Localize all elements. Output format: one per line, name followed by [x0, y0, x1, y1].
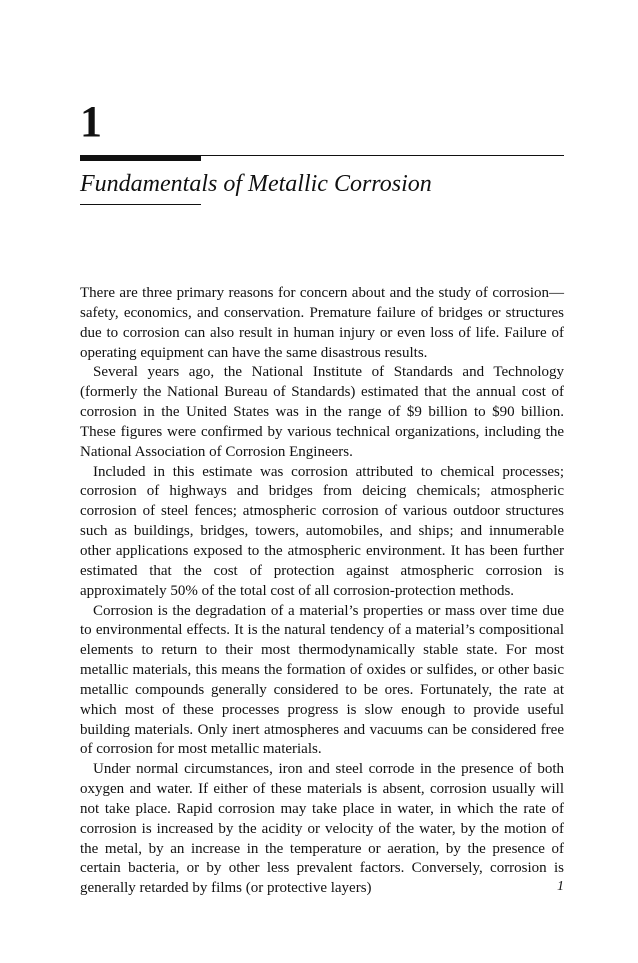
- paragraph: Included in this estimate was corrosion attributed to chemical processes; corrosion of highways and bridges from deicing chemicals; atmospheric corrosion of steel fences; atmospheric corrosion of various outdoor structures such as buildings, bridges, towers, automobiles, and ships; and innumerable other applications exposed to the atmospheric environment. It has been further estimated that the cost of protection against atmospheric corrosion is approximately 50% of the total cost of all corrosion-protection methods.: [80, 463, 564, 599]
- title-underline-rule: [80, 204, 201, 205]
- chapter-rule-thick: [80, 155, 201, 161]
- paragraph: Under normal circumstances, iron and steel corrode in the presence of both oxygen and water. If either of these materials is absent, corrosion usually will not take place. Rapid corrosion may take place in water, in which the rate of corrosion is increased by the acidity or velocity of the water, by the motion of the metal, by an increase in the temperature or aeration, by the presence of certain bacteria, or by other less prevalent factors. Conversely, corrosion is generally retarded by films (or protective layers): [80, 761, 564, 897]
- paragraph: Corrosion is the degradation of a material’s properties or mass over time due to environmental effects. It is the natural tendency of a material’s compositional elements to return to their most thermodynamically stable state. For most metallic materials, this means the formation of oxides or sulfides, or other basic metallic compounds generally considered to be ores. Fortunately, the rate at which most of these processes progress is slow enough to provide useful building materials. Only inert atmospheres and vacuums can be considered free of corrosion for most metallic materials.: [80, 602, 564, 758]
- body-text: [80, 284, 564, 899]
- page-number: 1: [557, 879, 564, 894]
- paragraph: There are three primary reasons for concern about and the study of corrosion—safety, economics, and conservation. Premature failure of bridges or structures due to corrosion can also result in human injury or even loss of life. Failure of operating equipment can have the same disastrous results.: [80, 285, 564, 361]
- chapter-title: Fundamentals of Metallic Corrosion: [80, 171, 432, 197]
- chapter-number: 1: [80, 97, 102, 146]
- chapter-rule-thin: [201, 155, 564, 156]
- paragraph: Several years ago, the National Institute of Standards and Technology (formerly the National Bureau of Standards) estimated that the annual cost of corrosion in the United States was in the range of $9 billion to $90 billion. These figures were confirmed by various technical organizations, including the National Association of Corrosion Engineers.: [80, 364, 564, 460]
